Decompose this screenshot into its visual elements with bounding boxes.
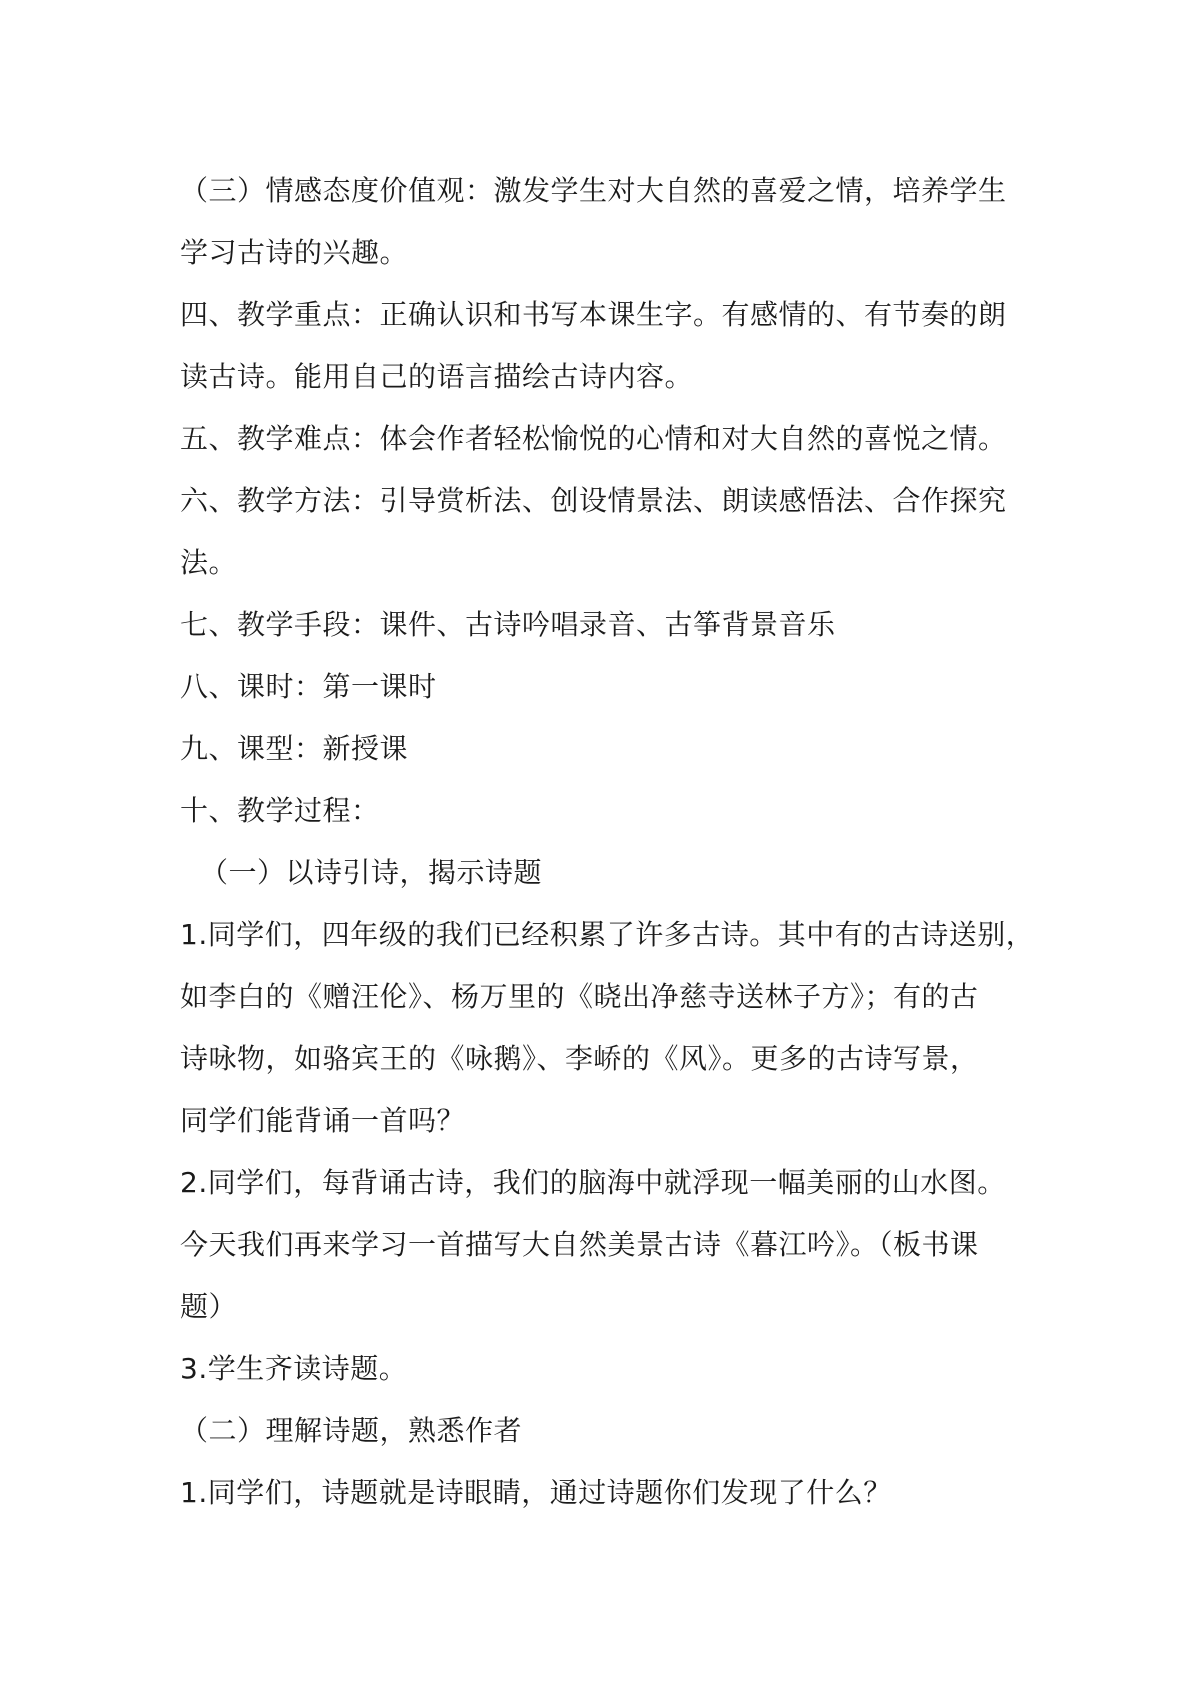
paragraph-line: 1.同学们，诗题就是诗眼睛，通过诗题你们发现了什么？ xyxy=(180,1476,892,1509)
paragraph-line: 如李白的《赠汪伦》、杨万里的《晓出净慈寺送林子方》；有的古 xyxy=(180,980,979,1013)
paragraph-line: 十、教学过程： xyxy=(180,794,380,827)
paragraph-line: 3.学生齐读诗题。 xyxy=(180,1352,408,1385)
paragraph-line: 八、课时：第一课时 xyxy=(180,670,437,703)
paragraph-line: 七、教学手段：课件、古诗吟唱录音、古筝背景音乐 xyxy=(180,608,836,641)
section-heading: （一）以诗引诗，揭示诗题 xyxy=(200,856,543,889)
paragraph-line: 今天我们再来学习一首描写大自然美景古诗《暮江吟》。（板书课 xyxy=(180,1228,979,1261)
paragraph-line: 九、课型：新授课 xyxy=(180,732,409,765)
paragraph-line: 1.同学们，四年级的我们已经积累了许多古诗。其中有的古诗送别， xyxy=(180,918,1035,951)
paragraph-line: 2.同学们，每背诵古诗，我们的脑海中就浮现一幅美丽的山水图。 xyxy=(180,1166,1006,1199)
document-body xyxy=(180,160,1035,1524)
paragraph-line: 同学们能背诵一首吗？ xyxy=(180,1104,466,1137)
paragraph-line: （三）情感态度价值观：激发学生对大自然的喜爱之情，培养学生 xyxy=(180,174,1007,207)
paragraph-line: 诗咏物，如骆宾王的《咏鹅》、李峤的《风》。更多的古诗写景， xyxy=(180,1042,979,1075)
paragraph-line: 四、教学重点：正确认识和书写本课生字。有感情的、有节奏的朗 xyxy=(180,298,1007,331)
paragraph-line: 学习古诗的兴趣。 xyxy=(180,236,409,269)
paragraph-line: 法。 xyxy=(180,546,238,579)
paragraph-line: 读古诗。能用自己的语言描绘古诗内容。 xyxy=(180,360,694,393)
paragraph-line: 五、教学难点：体会作者轻松愉悦的心情和对大自然的喜悦之情。 xyxy=(180,422,1007,455)
paragraph-line: 六、教学方法：引导赏析法、创设情景法、朗读感悟法、合作探究 xyxy=(180,484,1007,517)
section-heading: （二）理解诗题，熟悉作者 xyxy=(180,1414,523,1447)
paragraph-line: 题） xyxy=(180,1290,238,1323)
